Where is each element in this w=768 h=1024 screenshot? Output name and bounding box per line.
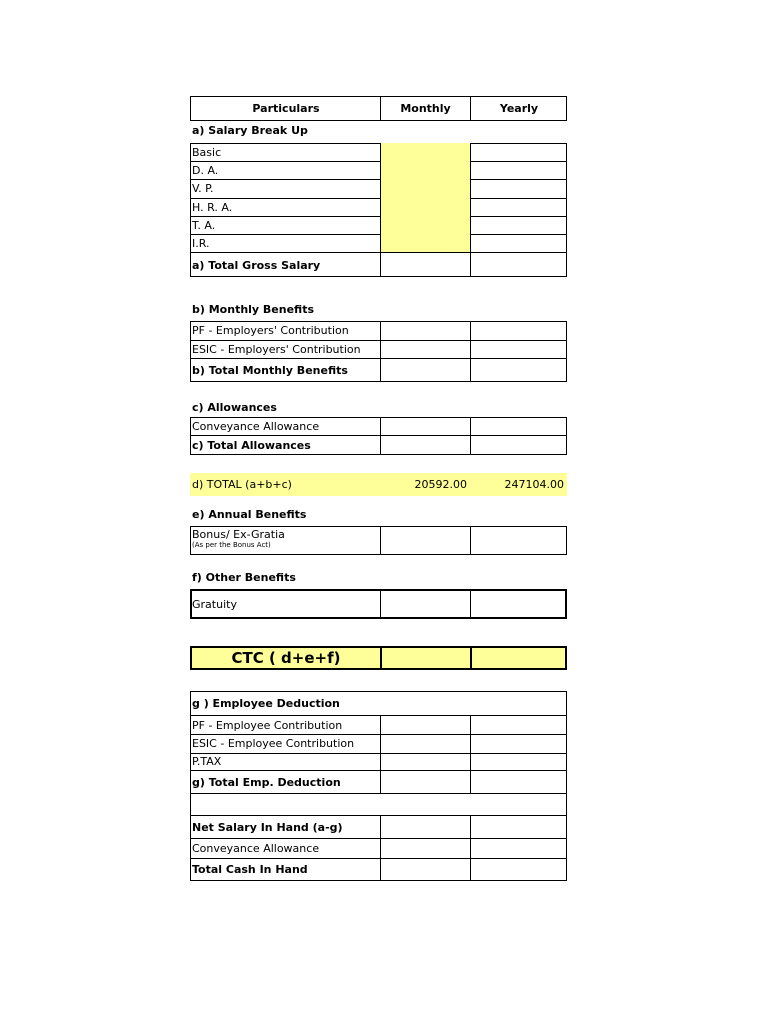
- yearly-cell[interactable]: [470, 143, 567, 161]
- header-monthly: Monthly: [380, 96, 470, 121]
- monthly-cell[interactable]: [380, 436, 470, 455]
- header-particulars: Particulars: [252, 102, 320, 115]
- yearly-cell[interactable]: [470, 589, 567, 619]
- section-label-allowances: c) Allowances: [192, 401, 277, 414]
- monthly-cell[interactable]: [380, 143, 470, 161]
- salary-row: [190, 143, 567, 162]
- yearly-cell[interactable]: [470, 858, 567, 881]
- row-label: Conveyance Allowance: [192, 842, 320, 855]
- monthly-cell[interactable]: [380, 253, 470, 277]
- yearly-cell[interactable]: [470, 436, 567, 455]
- yearly-cell[interactable]: [470, 816, 567, 839]
- deduction-total-row: [190, 771, 567, 794]
- deduction-header-row: [190, 691, 567, 716]
- yearly-cell[interactable]: [470, 321, 567, 340]
- monthly-cell[interactable]: [380, 716, 470, 734]
- yearly-cell[interactable]: [470, 839, 567, 858]
- grand-total-label: d) TOTAL (a+b+c): [192, 478, 292, 491]
- monthly-cell[interactable]: [380, 526, 470, 555]
- conveyance-row: [190, 839, 567, 859]
- row-label: Basic: [192, 145, 222, 159]
- ctc-yearly-cell[interactable]: [470, 646, 567, 670]
- grand-total-yearly: 247104.00: [504, 478, 564, 491]
- yearly-cell[interactable]: [470, 359, 567, 382]
- deduction-row: [190, 734, 567, 754]
- yearly-cell[interactable]: [470, 216, 567, 234]
- monthly-cell[interactable]: [380, 321, 470, 340]
- row-label: I.R.: [192, 236, 210, 250]
- yearly-cell[interactable]: [470, 771, 567, 793]
- monthly-cell[interactable]: [380, 234, 470, 252]
- monthly-cell[interactable]: [380, 179, 470, 198]
- row-label: PF - Employee Contribution: [192, 718, 343, 732]
- salary-row: [190, 198, 567, 217]
- row-label: T. A.: [192, 218, 216, 232]
- header-yearly: Yearly: [470, 96, 567, 121]
- row-label: a) Total Gross Salary: [192, 258, 321, 272]
- yearly-cell[interactable]: [470, 716, 567, 734]
- deduction-table: [190, 691, 567, 839]
- deduction-row: [190, 716, 567, 735]
- row-label: V. P.: [192, 182, 214, 195]
- yearly-cell[interactable]: [470, 340, 567, 358]
- monthly-cell[interactable]: [380, 198, 470, 216]
- row-label: P.TAX: [192, 755, 222, 768]
- row-label: H. R. A.: [192, 200, 233, 214]
- row-label: g) Total Emp. Deduction: [192, 775, 341, 789]
- section-label-annual: e) Annual Benefits: [192, 508, 307, 521]
- monthly-cell[interactable]: [380, 771, 470, 793]
- benefit-row: [190, 321, 567, 341]
- yearly-cell[interactable]: [470, 198, 567, 216]
- monthly-cell[interactable]: [380, 858, 470, 881]
- monthly-cell[interactable]: [380, 216, 470, 234]
- annual-table: [190, 526, 567, 555]
- header-table: [190, 96, 567, 121]
- ctc-monthly-cell[interactable]: [380, 646, 470, 670]
- row-label: Net Salary In Hand (a-g): [192, 821, 343, 834]
- yearly-cell[interactable]: [470, 253, 567, 277]
- row-label: Gratuity: [192, 597, 237, 611]
- section-label-salary: a) Salary Break Up: [192, 124, 308, 137]
- yearly-cell[interactable]: [470, 526, 567, 555]
- salary-table: [190, 143, 567, 277]
- row-label: ESIC - Employee Contribution: [192, 737, 355, 750]
- deduction-row: [190, 753, 567, 771]
- deduction-header: g ) Employee Deduction: [192, 696, 340, 710]
- allowance-total-row: [190, 436, 567, 455]
- yearly-cell[interactable]: [470, 234, 567, 252]
- monthly-cell[interactable]: [380, 734, 470, 753]
- row-label: [190, 526, 380, 555]
- row-label: D. A.: [192, 163, 219, 177]
- other-table: [190, 589, 567, 619]
- monthly-cell[interactable]: [380, 417, 470, 435]
- bonus-label: Bonus/ Ex-Gratia: [192, 528, 285, 541]
- monthly-cell[interactable]: [380, 816, 470, 839]
- yearly-cell[interactable]: [470, 753, 567, 770]
- salary-row: [190, 161, 567, 180]
- net-salary-row: [190, 816, 567, 839]
- yearly-cell[interactable]: [470, 417, 567, 435]
- allowance-row: [190, 417, 567, 436]
- grand-total-row: [190, 473, 567, 496]
- annual-row: [190, 526, 567, 555]
- monthly-cell[interactable]: [380, 839, 470, 858]
- section-label-benefits: b) Monthly Benefits: [192, 303, 315, 316]
- row-label: PF - Employers' Contribution: [192, 324, 349, 337]
- salary-row: [190, 216, 567, 235]
- grand-total-monthly: 20592.00: [414, 478, 467, 491]
- monthly-cell[interactable]: [380, 753, 470, 770]
- section-label-other: f) Other Benefits: [192, 571, 296, 584]
- ctc-row: [190, 646, 567, 670]
- row-label: Total Cash In Hand: [192, 863, 308, 876]
- cash-in-hand-row: [190, 858, 567, 881]
- ctc-label: CTC ( d+e+f): [231, 649, 341, 667]
- salary-row: [190, 234, 567, 253]
- monthly-cell[interactable]: [380, 589, 470, 619]
- monthly-cell[interactable]: [380, 359, 470, 382]
- salary-total-row: [190, 253, 567, 277]
- salary-row: [190, 179, 567, 199]
- yearly-cell[interactable]: [470, 179, 567, 198]
- benefit-row: [190, 340, 567, 359]
- cash-table: [190, 839, 567, 881]
- row-label: Conveyance Allowance: [192, 419, 320, 433]
- yearly-cell[interactable]: [470, 734, 567, 753]
- benefits-table: [190, 321, 567, 382]
- monthly-cell[interactable]: [380, 161, 470, 179]
- row-label: c) Total Allowances: [192, 439, 311, 452]
- row-label: b) Total Monthly Benefits: [192, 364, 348, 377]
- monthly-cell[interactable]: [380, 340, 470, 358]
- bonus-note: (As per the Bonus Act): [192, 541, 271, 549]
- spacer-row: [190, 794, 567, 816]
- allowances-table: [190, 417, 567, 455]
- benefit-total-row: [190, 359, 567, 382]
- row-label: ESIC - Employers' Contribution: [192, 342, 361, 356]
- yearly-cell[interactable]: [470, 161, 567, 179]
- gratuity-row: [190, 589, 567, 619]
